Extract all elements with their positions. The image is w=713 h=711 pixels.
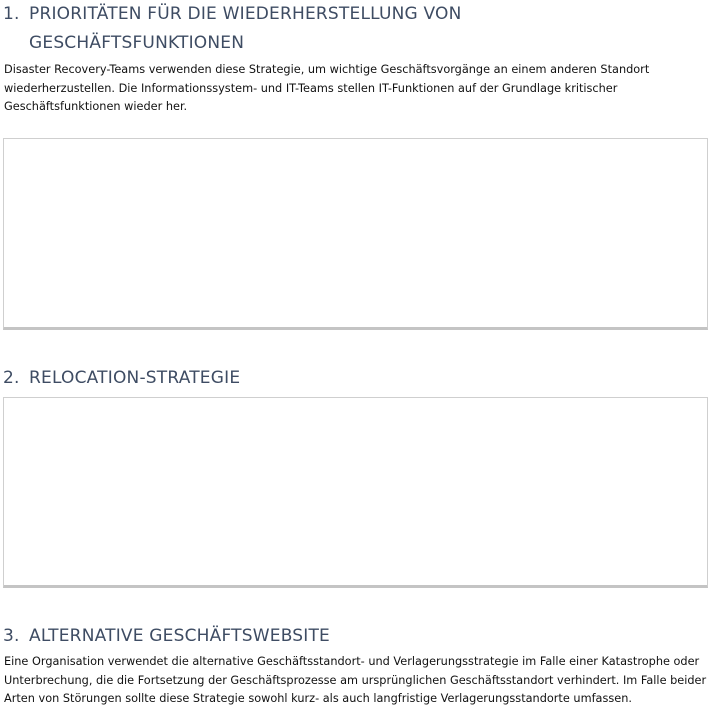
section-3-description: Eine Organisation verwendet die alternative Geschäftsstandort- und Verlagerungsstrategie im Falle einer Katastrophe oder Unterbrechung, die die Fortsetzung der Geschäftsprozesse am ursprünglichen Geschäftsstandort verhindert. Im Falle beider Arten von Störungen sollte diese Strategie sowohl kurz- als auch langfristige Verlagerungsstandorte umfassen. (4, 655, 707, 705)
section-2-input-box[interactable] (3, 397, 708, 588)
section-1-title: PRIORITÄTEN FÜR DIE WIEDERHERSTELLUNG VON GESCHÄFTSFUNKTIONEN (29, 4, 462, 53)
section-2-title: RELOCATION-STRATEGIE (29, 368, 241, 388)
section-1-number: 1. (3, 4, 20, 24)
section-2 (0, 364, 713, 393)
section-3-title: ALTERNATIVE GESCHÄFTSWEBSITE (29, 626, 330, 646)
section-1 (0, 0, 713, 117)
section-3-heading (0, 622, 713, 651)
section-1-input-box[interactable] (3, 138, 708, 330)
section-1-description: Disaster Recovery-Teams verwenden diese Strategie, um wichtige Geschäftsvorgänge an einem anderen Standort wiederherzustellen. Die Informationssystem- und IT-Teams stellen IT-Funktionen auf der Grundlage kritischer Geschäftsfunktionen wieder her. (4, 63, 650, 113)
section-1-heading (0, 0, 713, 58)
section-2-heading (0, 364, 713, 393)
section-3 (0, 622, 713, 709)
section-2-number: 2. (3, 368, 20, 388)
section-3-number: 3. (3, 626, 20, 646)
